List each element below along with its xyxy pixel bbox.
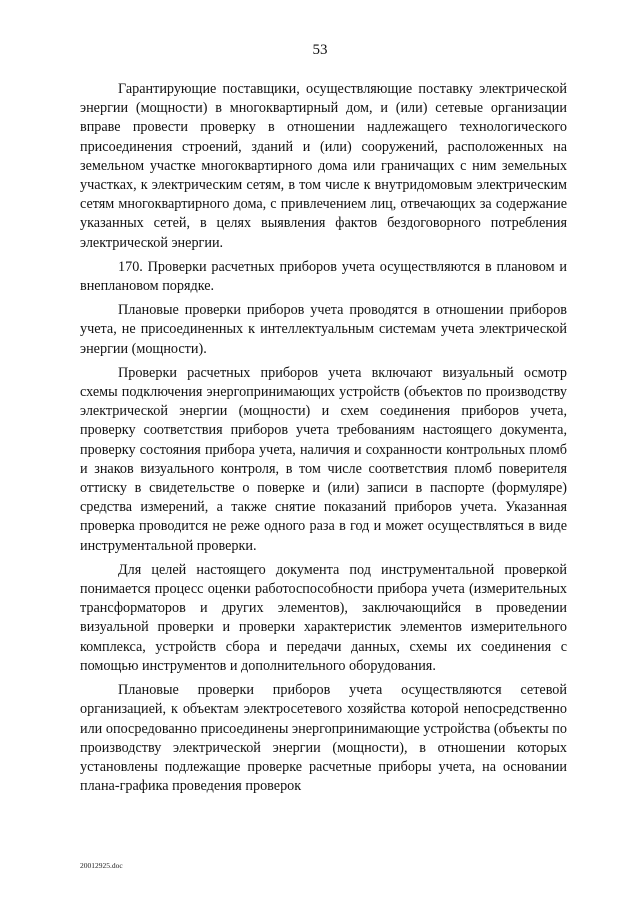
paragraph: Проверки расчетных приборов учета включают визуальный осмотр схемы подключения энергопринимающих устройств (объектов по производству электрической энергии (мощности) и схем соединения приборов учета, проверку соответствия приборов учета требованиям настоящего документа, проверку состояния прибора учета, наличия и сохранности контрольных пломб и знаков визуального контроля, в том числе соответствия пломб поверителя оттиску в свидетельстве о поверке и (или) записи в паспорте (формуляре) средства измерений, а также снятие показаний приборов учета. Указанная проверка проводится не реже одного раза в год и может осуществляться в виде инструментальной проверки. [80, 364, 567, 554]
document-body [80, 80, 567, 801]
file-name-footer: 20012925.doc [80, 861, 123, 870]
paragraph: Плановые проверки приборов учета осуществляются сетевой организацией, к объектам электросетевого хозяйства которой непосредственно или опосредованно присоединены энергопринимающие устройства (объекты по производству электрической энергии (мощности), в отношении которых установлены подлежащие проверке расчетные приборы учета, на основании плана-графика проведения проверок [80, 682, 567, 795]
page-number: 53 [312, 42, 328, 58]
paragraph: 170. Проверки расчетных приборов учета осуществляются в плановом и внеплановом порядке. [80, 258, 567, 295]
paragraph: Гарантирующие поставщики, осуществляющие поставку электрической энергии (мощности) в многоквартирный дом, и (или) сетевые организации вправе провести проверку в отношении надлежащего технологического присоединения строений, зданий и (или) сооружений, расположенных на земельном участке многоквартирного дома или граничащих с ним земельных участках, к электрическим сетям, в том числе к внутридомовым электрическим сетям многоквартирного дома, с привлечением лиц, отвечающих за содержание указанных сетей, в целях выявления фактов бездоговорного потребления электрической энергии. [80, 81, 567, 251]
paragraph: Плановые проверки приборов учета проводятся в отношении приборов учета, не присоединенных к интеллектуальным системам учета электрической энергии (мощности). [80, 302, 567, 357]
paragraph: Для целей настоящего документа под инструментальной проверкой понимается процесс оценки работоспособности прибора учета (измерительных трансформаторов и других элементов), заключающийся в проведении визуальной проверки и проверки характеристик элементов измерительного комплекса, устройств сбора и передачи данных, схемы их соединения с помощью инструментов и дополнительного оборудования. [80, 561, 567, 674]
